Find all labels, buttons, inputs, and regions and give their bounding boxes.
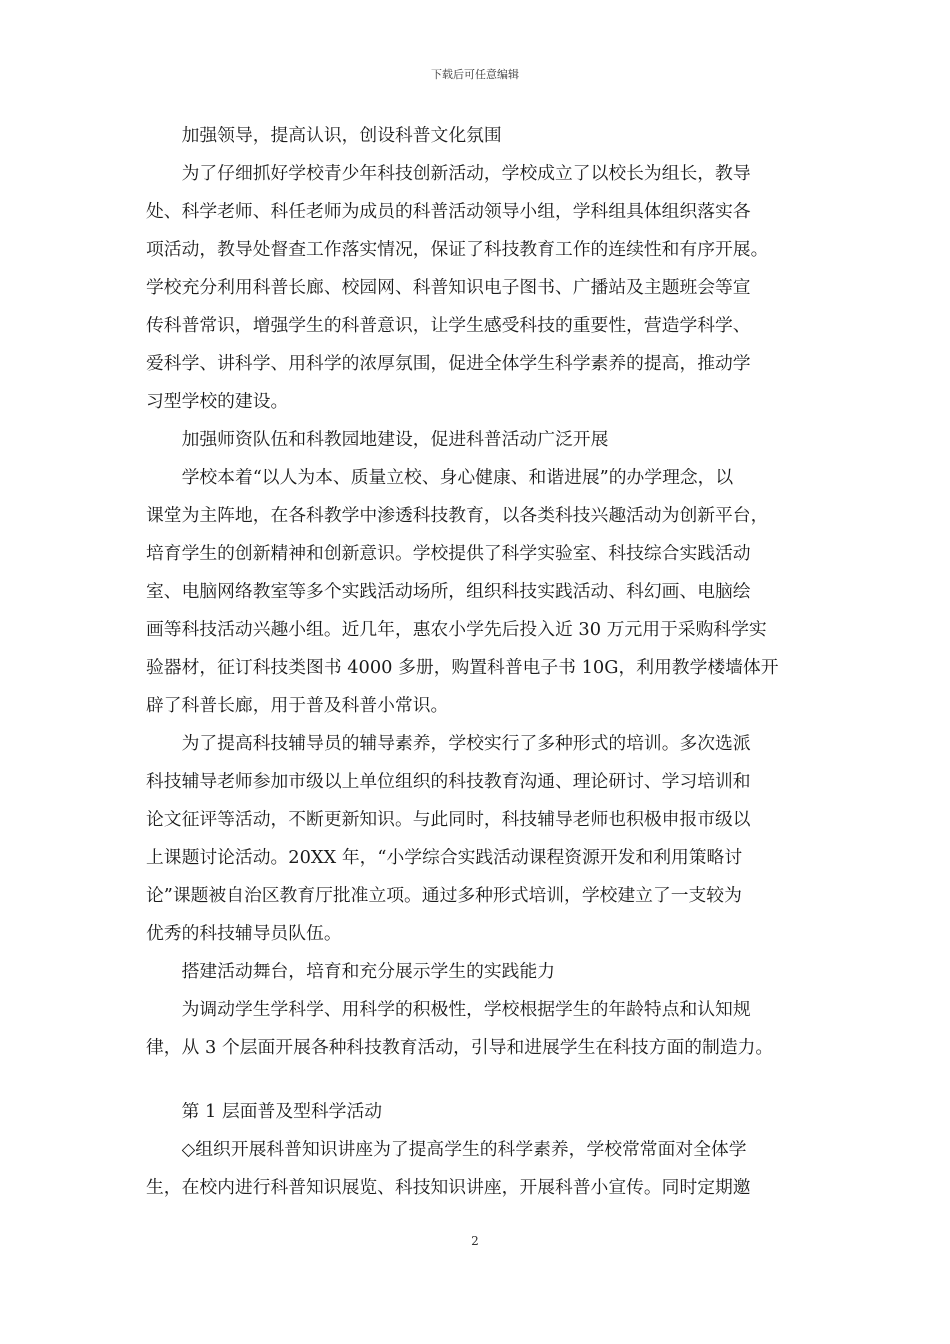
text-line: 培育学生的创新精神和创新意识。学校提供了科学实验室、科技综合实践活动 xyxy=(146,543,751,564)
text-line: 课堂为主阵地，在各科教学中渗透科技教育，以各类科技兴趣活动为创新平台， xyxy=(146,505,769,526)
text-line: 为调动学生学科学、用科学的积极性，学校根据学生的年龄特点和认知规 xyxy=(181,999,751,1020)
text-line: 项活动，教导处督查工作落实情况，保证了科技教育工作的连续性和有序开展。 xyxy=(146,239,769,260)
text-line: 上课题讨论活动。20XX 年，“小学综合实践活动课程资源开发和利用策略讨 xyxy=(146,847,743,868)
text-line: 辟了科普长廊，用于普及科普小常识。 xyxy=(146,695,449,716)
body-text-block xyxy=(146,117,818,1067)
text-line: 学校充分利用科普长廊、校园网、科普知识电子图书、广播站及主题班会等宣 xyxy=(146,277,751,298)
text-line: ◇组织开展科普知识讲座为了提高学生的科学素养，学校常常面对全体学 xyxy=(181,1139,747,1160)
text-line: 处、科学老师、科任老师为成员的科普活动领导小组，学科组具体组织落实各 xyxy=(146,201,751,222)
text-line: 搭建活动舞台，培育和充分展示学生的实践能力 xyxy=(181,961,556,982)
text-line: 科技辅导老师参加市级以上单位组织的科技教育沟通、理论研讨、学习培训和 xyxy=(146,771,751,792)
document-body xyxy=(146,117,818,1207)
text-line: 加强领导，提高认识，创设科普文化氛围 xyxy=(181,125,502,146)
text-line: 学校本着“以人为本、质量立校、身心健康、和谐进展”的办学理念，以 xyxy=(181,467,734,488)
body-text-block-continued xyxy=(146,1093,818,1207)
text-line: 优秀的科技辅导员队伍。 xyxy=(146,923,342,944)
text-line: 论文征评等活动，不断更新知识。与此同时，科技辅导老师也积极申报市级以 xyxy=(146,809,751,830)
text-line: 律，从 3 个层面开展各种科技教育活动，引导和进展学生在科技方面的制造力。 xyxy=(146,1037,774,1058)
paragraph-gap xyxy=(146,1067,818,1093)
text-line: 第 1 层面普及型科学活动 xyxy=(181,1101,383,1122)
text-line: 室、电脑网络教室等多个实践活动场所，组织科技实践活动、科幻画、电脑绘 xyxy=(146,581,751,602)
page-header: 下载后可任意编辑 xyxy=(431,68,519,81)
text-line: 加强师资队伍和科教园地建设，促进科普活动广泛开展 xyxy=(181,429,609,450)
page-number: 2 xyxy=(471,1234,479,1248)
text-line: 论”课题被自治区教育厅批准立项。通过多种形式培训，学校建立了一支较为 xyxy=(146,885,742,906)
text-line: 验器材，征订科技类图书 4000 多册，购置科普电子书 10G，利用教学楼墙体开 xyxy=(146,657,779,678)
text-line: 传科普常识，增强学生的科普意识，让学生感受科技的重要性，营造学科学、 xyxy=(146,315,751,336)
text-line: 习型学校的建设。 xyxy=(146,391,289,412)
text-line: 爱科学、讲科学、用科学的浓厚氛围，促进全体学生科学素养的提高，推动学 xyxy=(146,353,751,374)
text-line: 画等科技活动兴趣小组。近几年，惠农小学先后投入近 30 万元用于采购科学实 xyxy=(146,619,767,640)
text-line: 生，在校内进行科普知识展览、科技知识讲座，开展科普小宣传。同时定期邀 xyxy=(146,1177,751,1198)
text-line: 为了提高科技辅导员的辅导素养，学校实行了多种形式的培训。多次选派 xyxy=(181,733,751,754)
text-line: 为了仔细抓好学校青少年科技创新活动，学校成立了以校长为组长，教导 xyxy=(181,163,751,184)
